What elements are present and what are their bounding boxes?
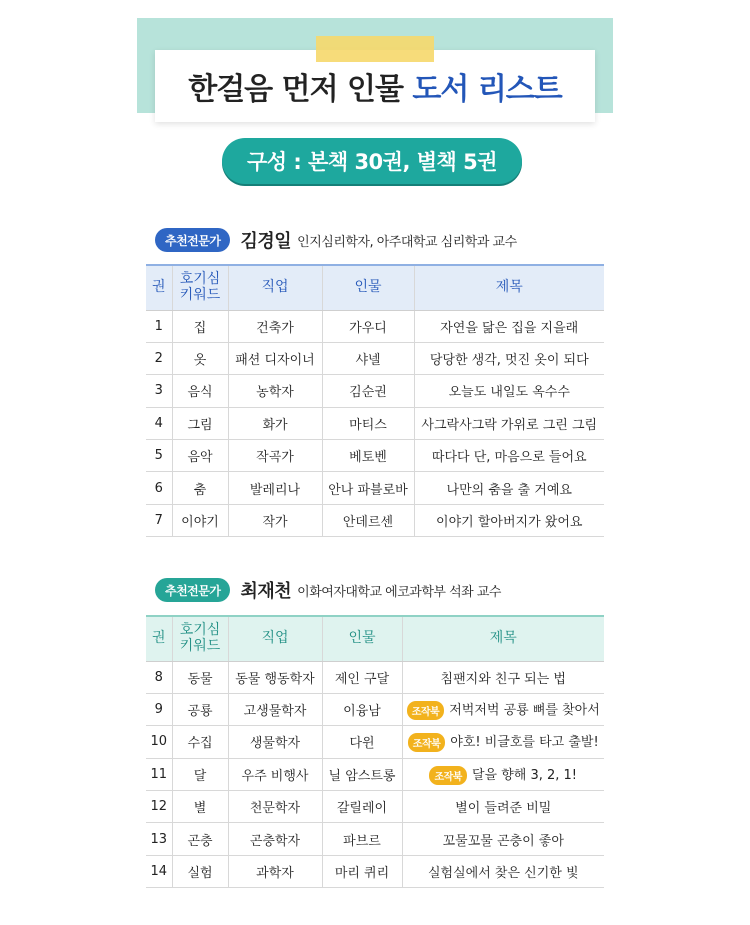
book-title: 따다다 단, 마음으로 들어요 <box>431 450 587 466</box>
cell-person: 마티스 <box>322 407 414 439</box>
cell-keyword: 별 <box>172 791 228 823</box>
cell-keyword: 공룡 <box>172 693 228 725</box>
table-row <box>146 472 604 504</box>
table-row <box>146 661 604 693</box>
book-table-2 <box>146 615 604 888</box>
table-row <box>146 407 604 439</box>
cell-keyword: 음식 <box>172 375 228 407</box>
cell-title <box>414 375 604 407</box>
pop-up-book-badge: 조작북 <box>408 733 445 752</box>
table-row <box>146 375 604 407</box>
col-person: 인물 <box>322 265 414 310</box>
cell-vol: 8 <box>146 661 172 693</box>
col-job: 직업 <box>228 265 322 310</box>
book-title: 저벅저벅 공룡 뼈를 찾아서 <box>449 703 600 719</box>
book-title: 별이 들려준 비밀 <box>455 801 552 817</box>
cell-title <box>414 342 604 374</box>
cell-title <box>402 758 604 790</box>
cell-keyword: 그림 <box>172 407 228 439</box>
cell-job: 동물 행동학자 <box>228 661 322 693</box>
cell-title <box>414 407 604 439</box>
cell-title <box>414 472 604 504</box>
book-title: 자연을 닮은 집을 지을래 <box>440 320 579 336</box>
cell-keyword: 음악 <box>172 440 228 472</box>
table-row <box>146 693 604 725</box>
book-title: 이야기 할아버지가 왔어요 <box>436 515 583 531</box>
cell-vol: 9 <box>146 693 172 725</box>
pop-up-book-badge: 조작북 <box>407 701 444 720</box>
cell-title <box>402 661 604 693</box>
cell-person: 닐 암스트롱 <box>322 758 402 790</box>
cell-keyword: 실험 <box>172 855 228 887</box>
cell-person: 갈릴레이 <box>322 791 402 823</box>
cell-title <box>402 791 604 823</box>
cell-person: 이융남 <box>322 693 402 725</box>
cell-keyword: 이야기 <box>172 504 228 536</box>
book-title: 달을 향해 3, 2, 1! <box>471 767 578 783</box>
cell-keyword: 수집 <box>172 726 228 758</box>
table-row <box>146 855 604 887</box>
book-title: 실험실에서 찾은 신기한 빛 <box>427 866 579 882</box>
table-row <box>146 758 604 790</box>
cell-job: 생물학자 <box>228 726 322 758</box>
table-row <box>146 310 604 342</box>
cell-keyword: 동물 <box>172 661 228 693</box>
cell-keyword: 곤충 <box>172 823 228 855</box>
book-title: 당당한 생각, 멋진 옷이 되다 <box>429 353 589 369</box>
composition-pill: 구성 : 본책 30권, 별책 5권 <box>222 138 522 184</box>
cell-vol: 10 <box>146 726 172 758</box>
table-row <box>146 504 604 536</box>
cell-person: 다윈 <box>322 726 402 758</box>
cell-title <box>402 726 604 758</box>
book-title: 야호! 비글호를 타고 출발! <box>450 735 599 751</box>
table-header-row <box>146 265 604 310</box>
cell-keyword: 옷 <box>172 342 228 374</box>
cell-person: 마리 퀴리 <box>322 855 402 887</box>
col-title: 제목 <box>414 265 604 310</box>
cell-person: 김순권 <box>322 375 414 407</box>
cell-person: 안나 파블로바 <box>322 472 414 504</box>
book-title: 나만의 춤을 출 거예요 <box>446 482 572 498</box>
cell-vol: 5 <box>146 440 172 472</box>
expert-name: 최재천 <box>240 581 292 602</box>
cell-vol: 7 <box>146 504 172 536</box>
cell-vol: 3 <box>146 375 172 407</box>
cell-title <box>414 504 604 536</box>
expert-row-2 <box>155 577 501 603</box>
expert-tag: 추천전문가 <box>155 228 230 252</box>
cell-job: 건축가 <box>228 310 322 342</box>
expert-name: 김경일 <box>240 231 292 252</box>
expert-tag: 추천전문가 <box>155 578 230 602</box>
col-vol: 권 <box>146 616 172 661</box>
cell-person: 파브르 <box>322 823 402 855</box>
cell-keyword: 달 <box>172 758 228 790</box>
cell-keyword: 집 <box>172 310 228 342</box>
title-part-2: 도서 리스트 <box>412 72 562 107</box>
cell-vol: 11 <box>146 758 172 790</box>
expert-description: 이화여자대학교 에코과학부 석좌 교수 <box>297 584 501 600</box>
table-row <box>146 440 604 472</box>
cell-person: 베토벤 <box>322 440 414 472</box>
cell-vol: 4 <box>146 407 172 439</box>
cell-job: 작가 <box>228 504 322 536</box>
title-part-1: 한걸음 먼저 인물 <box>188 72 403 107</box>
cell-vol: 13 <box>146 823 172 855</box>
cell-title <box>402 693 604 725</box>
book-table-1 <box>146 264 604 537</box>
cell-job: 패션 디자이너 <box>228 342 322 374</box>
book-title: 사그락사그락 가위로 그린 그림 <box>421 417 598 433</box>
table-row <box>146 726 604 758</box>
table-row <box>146 342 604 374</box>
book-title: 꼬물꼬물 곤충이 좋아 <box>442 833 564 849</box>
col-title: 제목 <box>402 616 604 661</box>
expert-row-1 <box>155 227 517 253</box>
book-title: 오늘도 내일도 옥수수 <box>448 385 570 401</box>
page-title <box>188 64 562 108</box>
pop-up-book-badge: 조작북 <box>429 766 466 785</box>
table-header-row <box>146 616 604 661</box>
cell-job: 고생물학자 <box>228 693 322 725</box>
book-title: 침팬지와 친구 되는 법 <box>440 671 566 687</box>
cell-title <box>402 855 604 887</box>
table-row <box>146 791 604 823</box>
cell-job: 작곡가 <box>228 440 322 472</box>
cell-vol: 14 <box>146 855 172 887</box>
cell-vol: 6 <box>146 472 172 504</box>
cell-title <box>402 823 604 855</box>
cell-job: 우주 비행사 <box>228 758 322 790</box>
cell-person: 제인 구달 <box>322 661 402 693</box>
cell-keyword: 춤 <box>172 472 228 504</box>
cell-job: 농학자 <box>228 375 322 407</box>
col-vol: 권 <box>146 265 172 310</box>
tape-decoration <box>316 36 434 62</box>
cell-vol: 12 <box>146 791 172 823</box>
cell-vol: 2 <box>146 342 172 374</box>
expert-description: 인지심리학자, 아주대학교 심리학과 교수 <box>297 234 517 250</box>
cell-job: 곤충학자 <box>228 823 322 855</box>
cell-title <box>414 310 604 342</box>
col-person: 인물 <box>322 616 402 661</box>
cell-job: 과학자 <box>228 855 322 887</box>
cell-job: 화가 <box>228 407 322 439</box>
col-keyword: 호기심 키워드 <box>172 265 228 310</box>
cell-vol: 1 <box>146 310 172 342</box>
cell-person: 가우디 <box>322 310 414 342</box>
cell-title <box>414 440 604 472</box>
table-row <box>146 823 604 855</box>
cell-job: 천문학자 <box>228 791 322 823</box>
cell-person: 안데르센 <box>322 504 414 536</box>
col-keyword: 호기심 키워드 <box>172 616 228 661</box>
col-job: 직업 <box>228 616 322 661</box>
cell-job: 발레리나 <box>228 472 322 504</box>
cell-person: 샤넬 <box>322 342 414 374</box>
